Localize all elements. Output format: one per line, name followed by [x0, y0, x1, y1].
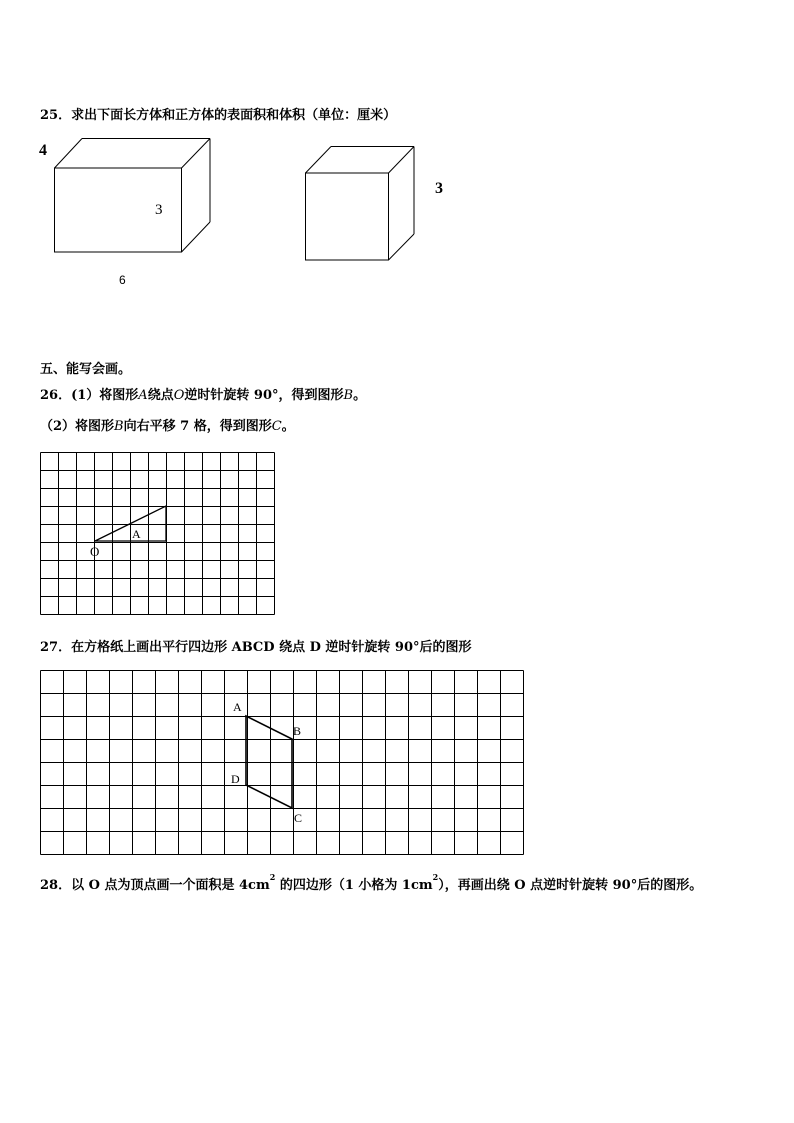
q26-part2-end: 。	[281, 419, 295, 434]
q26-part1-end: 。	[353, 388, 367, 403]
q28-sup-2: 2	[432, 872, 439, 882]
q26-label-O: O	[90, 544, 100, 559]
q26-label-A: A	[132, 527, 141, 541]
q26-part2-prefix: （2）将图形	[40, 419, 115, 434]
q26-part1-mid2: 逆时针旋转 90°，得到图形	[184, 388, 344, 403]
q27-label-A: A	[233, 700, 242, 714]
q27-label-D: D	[231, 772, 240, 786]
cuboid-length-label: 6	[119, 273, 126, 287]
q26-part1-point-O: O	[173, 388, 185, 403]
q28-suffix: ），再画出绕 O 点逆时针旋转 90°后的图形。	[438, 878, 703, 893]
q26-part1-prefix: 26．(1）将图形	[40, 388, 139, 403]
q28-prefix: 28．以 O 点为顶点画一个面积是 4cm	[40, 878, 270, 893]
q26-part1-mid1: 绕点	[147, 388, 174, 403]
section-5-title: 五、能写会画。	[40, 362, 132, 377]
q26-part1-figure-A: A	[138, 388, 148, 403]
q26-part1-figure-B: B	[343, 388, 354, 403]
q26-part2-mid: 向右平移 7 格，得到图形	[123, 419, 272, 434]
question-26-part2	[40, 415, 295, 434]
q26-part2-figure-B: B	[114, 419, 124, 434]
cube-figure	[304, 146, 420, 264]
question-27-text: 27．在方格纸上画出平行四边形 ABCD 绕点 D 逆时针旋转 90°后的图形	[40, 640, 472, 655]
cuboid-height-label: 3	[155, 202, 163, 218]
q26-grid	[40, 452, 276, 615]
cube-edge-label: 3	[435, 180, 443, 197]
question-25-text: 25．求出下面长方体和正方体的表面积和体积（单位：厘米）	[40, 108, 397, 123]
q26-part2-figure-C: C	[271, 419, 282, 434]
q27-label-B: B	[293, 724, 302, 738]
q28-middle: 的四边形（1 小格为 1cm	[275, 878, 433, 893]
q27-label-C: C	[294, 811, 303, 825]
cuboid-depth-label: 4	[39, 142, 47, 159]
question-26-part1	[40, 384, 366, 403]
question-28-text	[40, 874, 702, 893]
cuboid-figure	[54, 138, 214, 254]
q28-sup-1: 2	[269, 872, 276, 882]
q27-grid	[40, 670, 522, 857]
